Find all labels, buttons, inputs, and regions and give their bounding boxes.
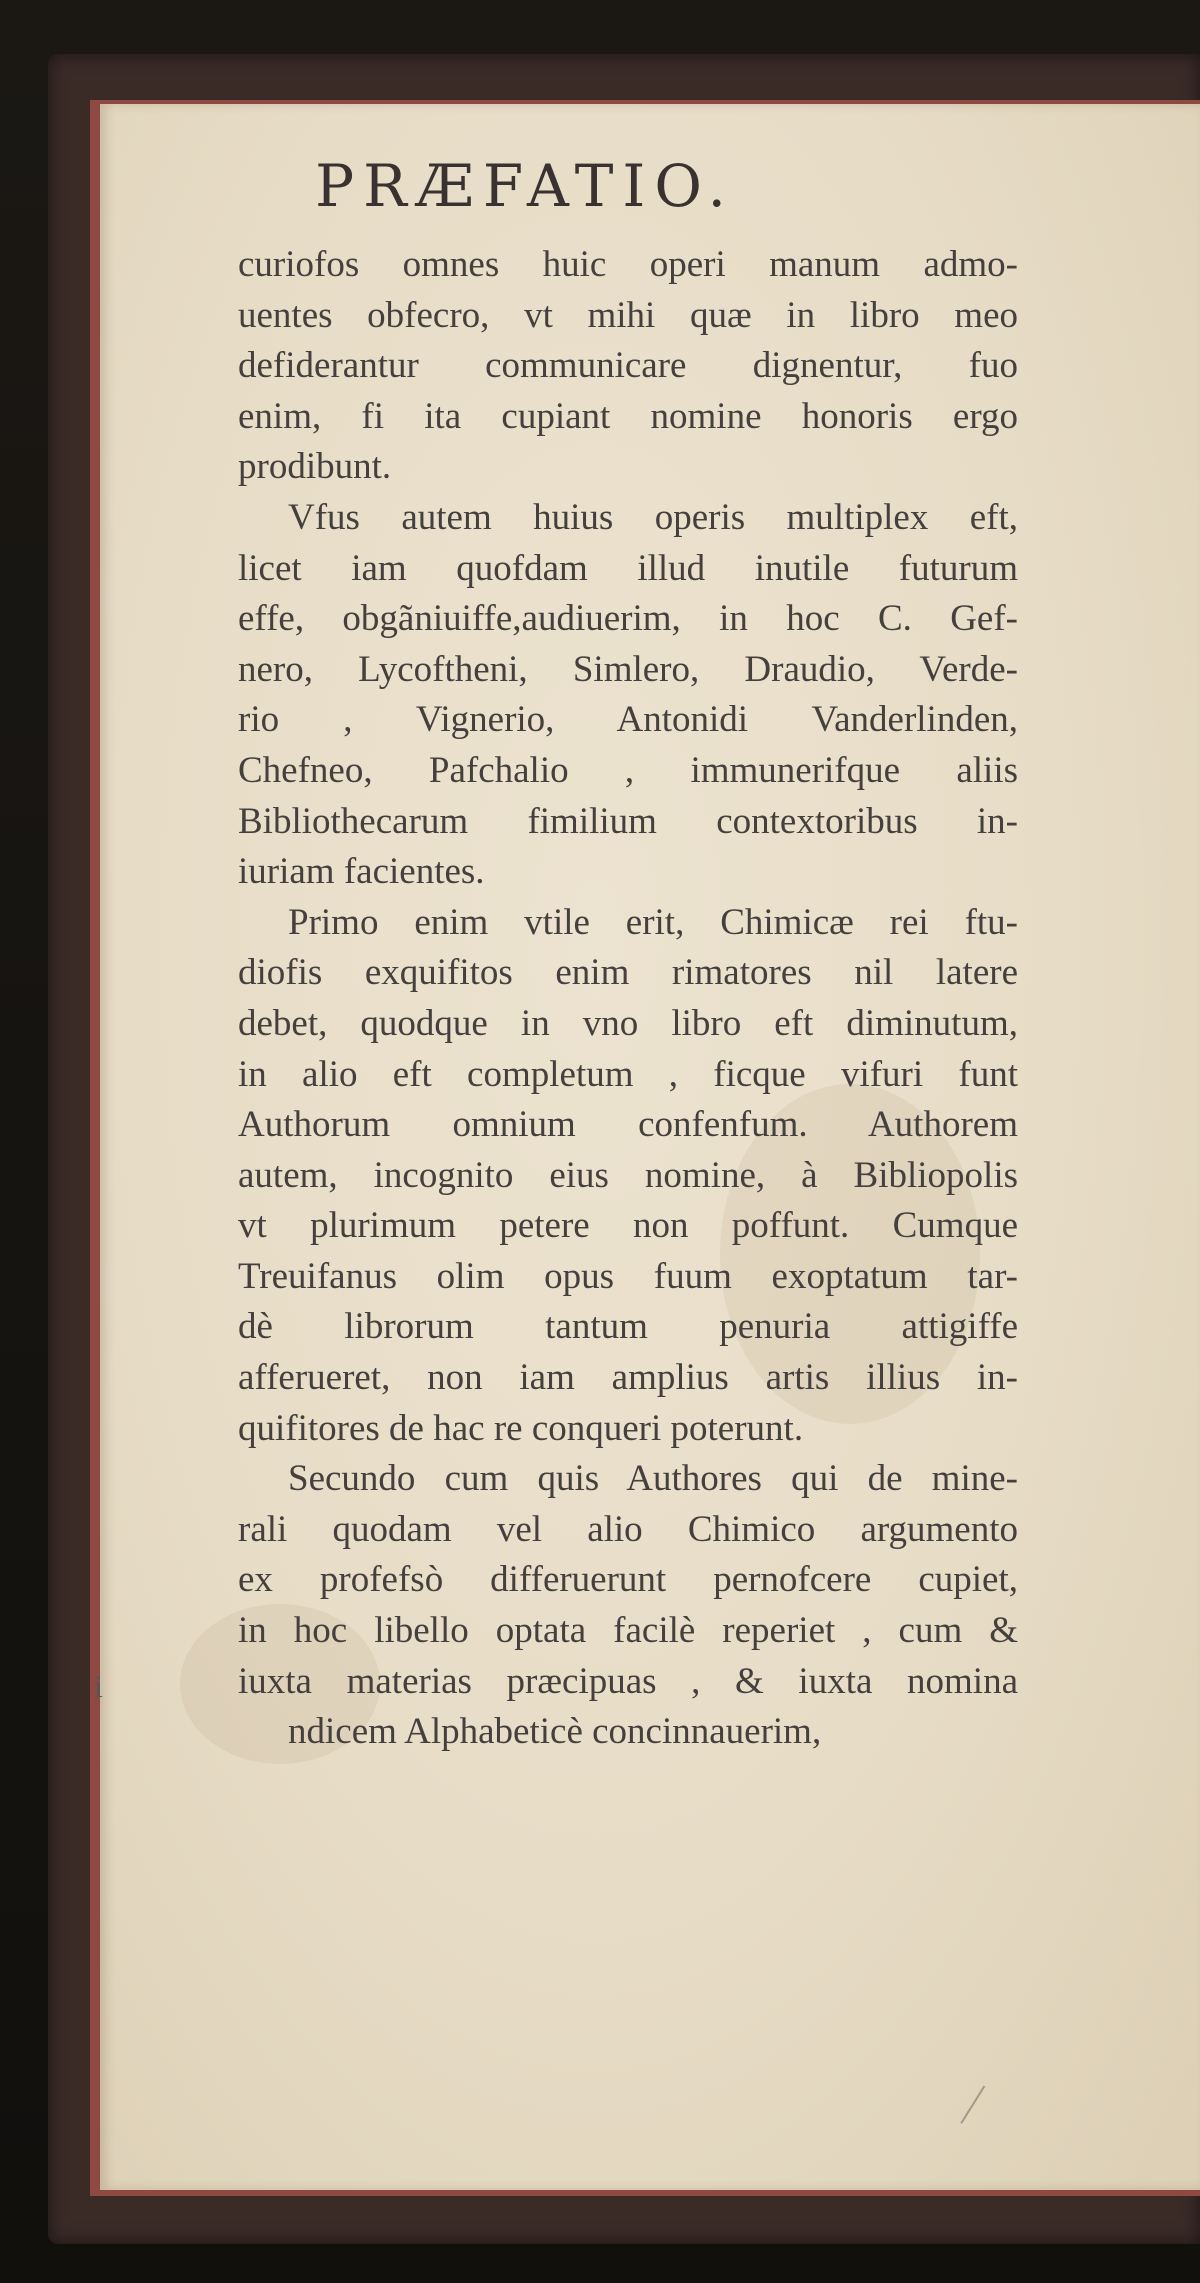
text-line: iuriam facientes. bbox=[238, 851, 485, 893]
signature-mark: i bbox=[94, 1668, 103, 1704]
text-line: in hoc libello optata facilè reperiet , cum & bbox=[238, 1610, 1018, 1652]
text-line: Bibliothecarum fimilium contextoribus in- bbox=[238, 800, 1018, 842]
text-line: Authorum omnium confenfum. Authorem bbox=[238, 1104, 1018, 1146]
text-line: uentes obfecro, vt mihi quæ in libro meo bbox=[238, 294, 1018, 336]
text-line: enim, fi ita cupiant nomine honoris ergo bbox=[238, 395, 1018, 437]
text-line: Treuifanus olim opus fuum exoptatum tar- bbox=[238, 1255, 1018, 1297]
text-line: quifitores de hac re conqueri poterunt. bbox=[238, 1407, 804, 1449]
text-line: afferueret, non iam amplius artis illius in- bbox=[238, 1357, 1018, 1399]
text-line: curiofos omnes huic operi manum admo- bbox=[238, 244, 1018, 285]
text-line: defiderantur communicare dignentur, fuo bbox=[238, 345, 1018, 387]
text-line: rali quodam vel alio Chimico argumento bbox=[238, 1508, 1018, 1550]
text-line: rio , Vignerio, Antonidi Vanderlinden, bbox=[238, 699, 1018, 741]
text-line: Secundo cum quis Authores qui de mine- bbox=[288, 1458, 1018, 1500]
text-line: autem, incognito eius nomine, à Bibliopolis bbox=[238, 1154, 1018, 1196]
page-header: PRÆFATIO. bbox=[315, 152, 735, 220]
text-line: in alio eft completum , ficque vifuri funt bbox=[238, 1053, 1018, 1095]
text-line: Chefneo, Pafchalio , immunerifque aliis bbox=[238, 749, 1018, 791]
text-line: Primo enim vtile erit, Chimicæ rei ftu- bbox=[288, 901, 1018, 943]
text-line: dè librorum tantum penuria attigiffe bbox=[238, 1306, 1018, 1348]
text-line: ex profefsò differuerunt pernofcere cupiet, bbox=[238, 1559, 1018, 1601]
text-line: vt plurimum petere non poffunt. Cumque bbox=[238, 1205, 1018, 1247]
pencil-mark bbox=[960, 2085, 1005, 2136]
text-line: debet, quodque in vno libro eft diminutum, bbox=[238, 1002, 1018, 1044]
text-line: effe, obgãniuiffe,audiuerim, in hoc C. Gef- bbox=[238, 598, 1018, 640]
text-line: prodibunt. bbox=[238, 446, 392, 488]
text-line: ndicem Alphabeticè concinnauerim, bbox=[288, 1711, 822, 1753]
body-text bbox=[238, 240, 1018, 1758]
book-page bbox=[100, 104, 1200, 2190]
text-line: Vfus autem huius operis multiplex eft, bbox=[288, 496, 1018, 538]
text-line: diofis exquifitos enim rimatores nil latere bbox=[238, 952, 1018, 994]
text-line: licet iam quofdam illud inutile futurum bbox=[238, 547, 1018, 589]
text-line: nero, Lycoftheni, Simlero, Draudio, Verde- bbox=[238, 648, 1018, 690]
text-line: iuxta materias præcipuas , & iuxta nomina bbox=[238, 1660, 1018, 1702]
